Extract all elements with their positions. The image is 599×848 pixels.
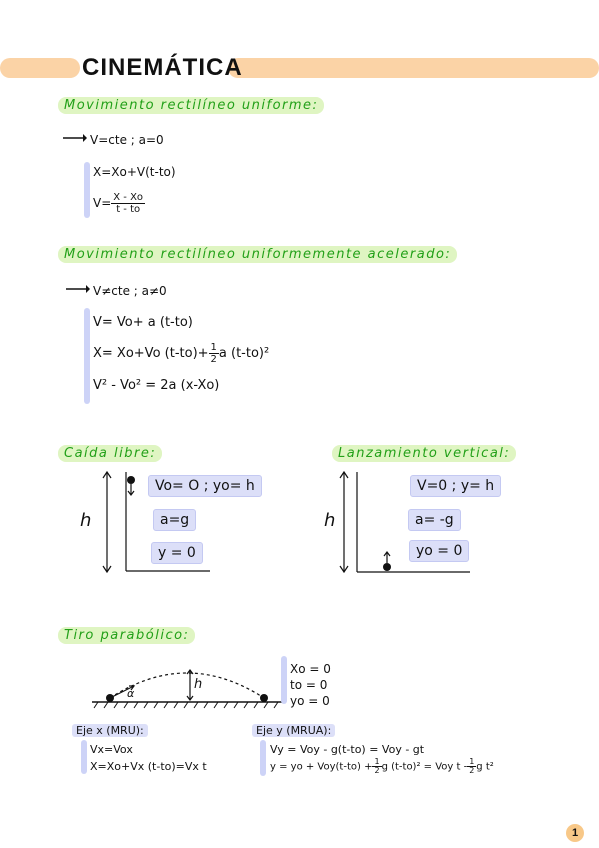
eje-y-position bbox=[270, 758, 494, 775]
mru-velocity-prefix: V= bbox=[93, 196, 112, 210]
mrua-position-equation bbox=[93, 342, 269, 365]
half-fraction bbox=[372, 758, 381, 775]
fraction-denominator: 2 bbox=[469, 766, 475, 775]
mru-velocity-fraction bbox=[111, 192, 145, 215]
fraction-denominator: 2 bbox=[210, 354, 217, 365]
section-tiro-heading: Tiro parabólico: bbox=[58, 627, 195, 644]
eje-x-brace bbox=[81, 740, 87, 774]
fraction-denominator: t - to bbox=[116, 204, 141, 215]
eje-y-position-part1: y = yo + Voy(t-to) + bbox=[270, 761, 373, 773]
eje-y-position-part3: g t² bbox=[476, 761, 494, 773]
fraction-denominator: 2 bbox=[374, 766, 380, 775]
fraction-numerator: 1 bbox=[469, 757, 475, 766]
mrua-velocity-equation: V= Vo+ a (t-to) bbox=[93, 315, 193, 330]
lanzamiento-height-label: h bbox=[324, 510, 336, 531]
half-fraction bbox=[209, 342, 219, 365]
mru-velocity-equation bbox=[93, 192, 145, 215]
eje-y-velocity: Vy = Voy - g(t-to) = Voy - gt bbox=[270, 743, 425, 756]
mrua-brace bbox=[84, 308, 90, 404]
mrua-position-suffix: a (t-to)² bbox=[218, 346, 270, 361]
title-highlight-right bbox=[228, 58, 599, 78]
arrow-icon bbox=[63, 132, 87, 144]
section-mru-heading: Movimiento rectilíneo uniforme: bbox=[58, 97, 324, 114]
fraction-numerator: 1 bbox=[210, 342, 217, 353]
mru-position-equation: X=Xo+V(t-to) bbox=[93, 165, 176, 179]
caida-acceleration: a=g bbox=[153, 509, 196, 531]
eje-y-brace bbox=[260, 740, 266, 776]
tiro-condition-y0: yo = 0 bbox=[290, 694, 330, 708]
page-title: CINEMÁTICA bbox=[82, 54, 243, 81]
eje-y-position-part2: g (t-to)² = Voy t - bbox=[381, 761, 468, 773]
mrua-condition: V≠cte ; a≠0 bbox=[93, 284, 167, 298]
section-lanzamiento-heading: Lanzamiento vertical: bbox=[332, 445, 516, 462]
tiro-parabolico-diagram bbox=[92, 660, 287, 710]
lanzamiento-initial-conditions: V=0 ; y= h bbox=[410, 475, 501, 497]
eje-x-heading: Eje x (MRU): bbox=[72, 724, 148, 737]
tiro-condition-t0: to = 0 bbox=[290, 678, 328, 692]
tiro-condition-x0: Xo = 0 bbox=[290, 662, 331, 676]
lanzamiento-initial-position: yo = 0 bbox=[409, 540, 469, 562]
tiro-height-label: h bbox=[194, 677, 203, 692]
mru-condition: V=cte ; a=0 bbox=[90, 133, 164, 147]
arrow-icon bbox=[66, 283, 90, 295]
mru-brace bbox=[84, 162, 90, 218]
caida-final-position: y = 0 bbox=[151, 542, 203, 564]
section-mrua-heading: Movimiento rectilíneo uniformemente acelerado: bbox=[58, 246, 457, 263]
mrua-position-prefix: X= Xo+Vo (t-to)+ bbox=[93, 346, 209, 361]
title-highlight-left bbox=[0, 58, 80, 78]
tiro-conditions-brace bbox=[281, 656, 287, 704]
tiro-angle-label: α bbox=[127, 687, 135, 700]
fraction-numerator: X - Xo bbox=[113, 192, 144, 203]
eje-y-heading: Eje y (MRUA): bbox=[252, 724, 335, 737]
fraction-numerator: 1 bbox=[374, 757, 380, 766]
eje-x-position: X=Xo+Vx (t-to)=Vx t bbox=[90, 760, 207, 773]
half-fraction bbox=[467, 758, 476, 775]
mrua-independent-equation: V² - Vo² = 2a (x-Xo) bbox=[93, 378, 220, 393]
eje-x-velocity: Vx=Vox bbox=[90, 743, 133, 756]
section-caida-libre-heading: Caída libre: bbox=[58, 445, 162, 462]
page-number: 1 bbox=[566, 824, 584, 842]
caida-initial-conditions: Vo= O ; yo= h bbox=[148, 475, 262, 497]
caida-height-label: h bbox=[80, 510, 92, 531]
lanzamiento-acceleration: a= -g bbox=[408, 509, 461, 531]
